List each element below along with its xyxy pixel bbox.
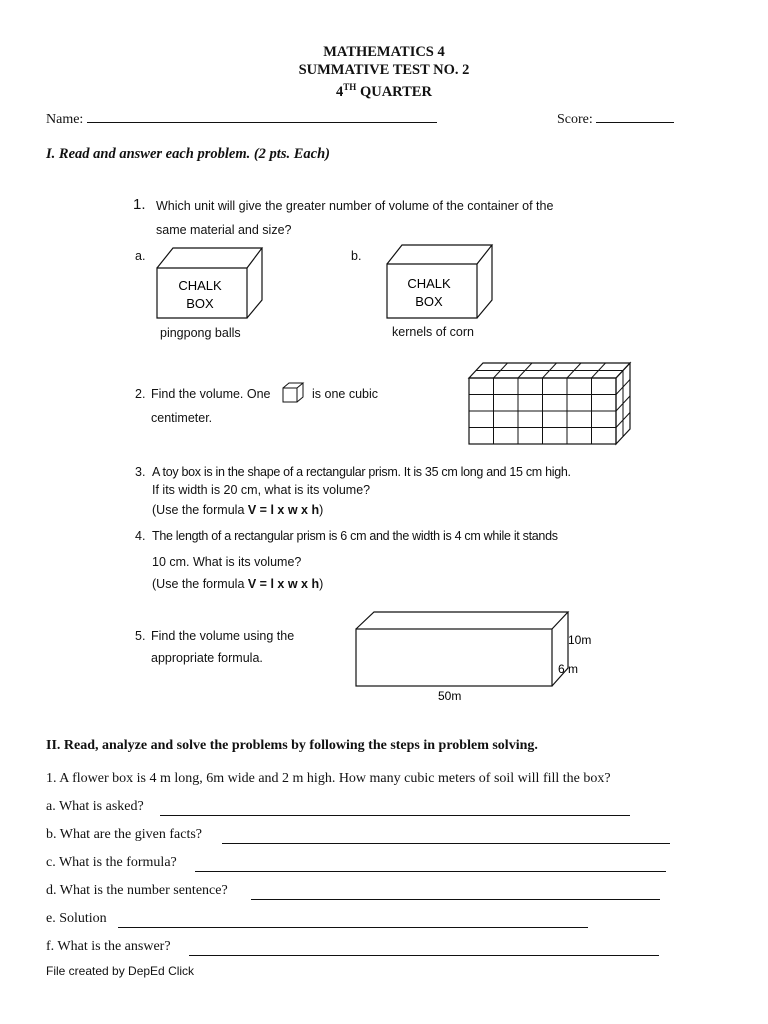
step-sentence-answer-line[interactable] [251, 899, 660, 900]
part1-heading: I. Read and answer each problem. (2 pts. Each) [46, 146, 330, 162]
box-b-text-2: BOX [415, 294, 443, 309]
q4-formula-pre: (Use the formula [152, 577, 248, 591]
step-facts-label: b. What are the given facts? [46, 827, 203, 842]
step-formula-answer-line[interactable] [195, 871, 666, 872]
name-label: Name: [46, 112, 84, 127]
quarter-word: QUARTER [359, 83, 432, 100]
length-label: 50m [438, 689, 462, 703]
name-row [46, 110, 437, 128]
q3-formula-text: V = l x w x h [247, 503, 320, 517]
q3-formula [152, 502, 323, 518]
q4-formula [152, 576, 323, 592]
q1-option-a-caption: pingpong balls [160, 326, 241, 340]
q3-formula-pre: (Use the formula [152, 503, 248, 517]
step-answer-answer-line[interactable] [189, 955, 659, 956]
page-title: MATHEMATICS 4 [323, 44, 445, 60]
width-label: 6 m [558, 662, 579, 676]
box-b-text-1: CHALK [407, 276, 451, 291]
test-title: SUMMATIVE TEST NO. 2 [298, 62, 470, 78]
q1-option-b-label: b. [351, 249, 362, 263]
score-field[interactable] [596, 110, 674, 123]
name-field[interactable] [87, 110, 437, 123]
q3-formula-post: ) [319, 503, 324, 517]
q3-number: 3. [135, 465, 146, 479]
rectangular-prism-figure [350, 608, 600, 708]
chalk-box-b [380, 238, 500, 323]
q2-number: 2. [135, 387, 146, 401]
step-solution-label: e. Solution [46, 911, 107, 926]
q4-line1: The length of a rectangular prism is 6 cm and the width is 4 cm while it stands [152, 529, 558, 543]
chalk-box-a [150, 240, 270, 325]
q5-number: 5. [135, 629, 146, 643]
step-solution-answer-line[interactable] [118, 927, 588, 928]
q4-line2: 10 cm. What is its volume? [152, 555, 302, 569]
score-label: Score: [557, 112, 593, 127]
q5-line1: Find the volume using the [151, 629, 295, 643]
box-a-text-2: BOX [186, 296, 214, 311]
quarter-superscript: TH [343, 82, 357, 92]
q3-line1: A toy box is in the shape of a rectangular prism. It is 35 cm long and 15 cm high. [152, 465, 571, 479]
step-answer-label: f. What is the answer? [46, 939, 171, 954]
q4-formula-post: ) [319, 577, 324, 591]
cube-grid-prism [465, 360, 635, 448]
step-asked-label: a. What is asked? [46, 799, 144, 814]
box-a-text-1: CHALK [178, 278, 222, 293]
q2-text-b: is one cubic [312, 387, 379, 401]
step-asked-answer-line[interactable] [160, 815, 630, 816]
part2-problem: 1. A flower box is 4 m long, 6m wide and 2 m high. How many cubic meters of soil will fill the box? [46, 771, 611, 786]
q3-line2: If its width is 20 cm, what is its volume? [152, 483, 371, 497]
q2-text-a: Find the volume. One [151, 387, 271, 401]
q2-line2: centimeter. [151, 411, 213, 425]
q5-line2: appropriate formula. [151, 651, 263, 665]
quarter-number: 4 [336, 83, 344, 100]
q4-number: 4. [135, 529, 146, 543]
q1-option-a-label: a. [135, 249, 146, 263]
part2-heading: II. Read, analyze and solve the problems by following the steps in problem solving. [46, 738, 538, 753]
q4-formula-text: V = l x w x h [247, 577, 320, 591]
unit-cube-icon [282, 382, 306, 404]
step-facts-answer-line[interactable] [222, 843, 670, 844]
q1-option-b-caption: kernels of corn [392, 325, 474, 339]
height-label: 10m [568, 633, 592, 647]
q1-line1: Which unit will give the greater number of volume of the container of the [156, 199, 554, 213]
step-sentence-label: d. What is the number sentence? [46, 883, 228, 898]
step-formula-label: c. What is the formula? [46, 855, 177, 870]
quarter-title [0, 78, 768, 101]
q1-number: 1. [133, 196, 146, 213]
score-row [557, 110, 674, 128]
footer-credit: File created by DepEd Click [46, 964, 195, 978]
q1-line2: same material and size? [156, 223, 292, 237]
